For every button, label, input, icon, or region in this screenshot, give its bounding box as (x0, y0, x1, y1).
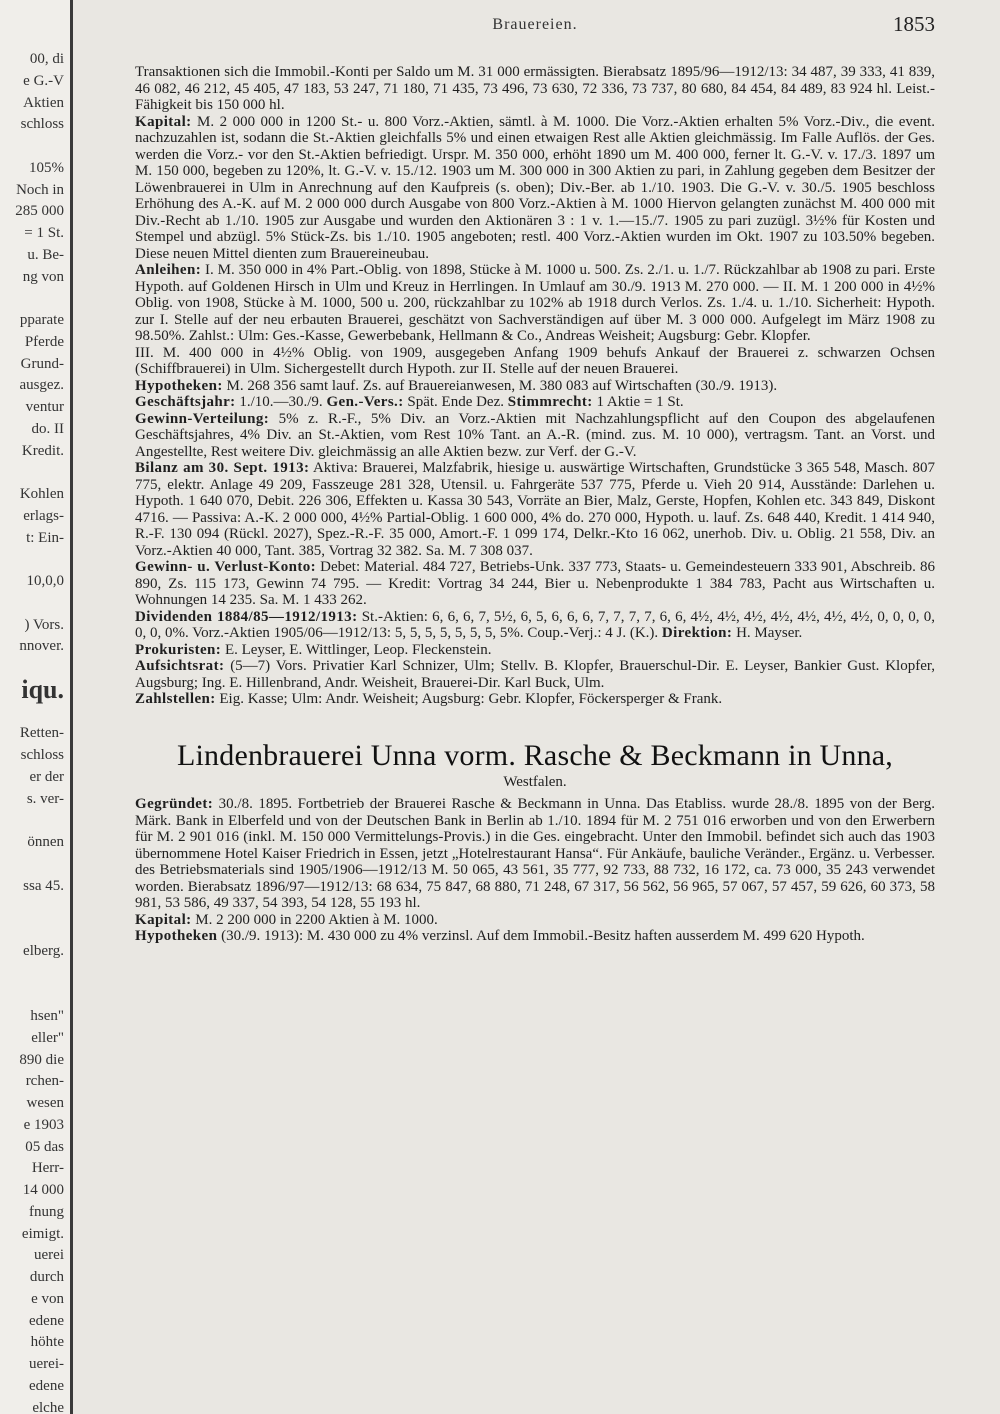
paragraph-transaktionen: Transaktionen sich die Immobil.-Konti per Saldo um M. 31 000 ermässigten. Bierabsatz 1895/96—1912/13: 34 487, 39 333, 41 839, 46 082, 46 212, 45 405, 47 183, 53 247, 71 180, 71 435, 73 496, 73 630, 72 336, 73 737, 80 680, 84 454, 84 489, 83 924 hl. Leist.-Fähigkeit bis 150 000 hl. (135, 64, 935, 113)
label-geschaeftsjahr: Geschäftsjahr: (135, 394, 236, 410)
margin-fragment: ng von (22, 269, 64, 285)
paragraph-kapital-2 (135, 912, 935, 929)
label-stimmrecht: Stimmrecht: (507, 394, 593, 410)
text-aufsichtsrat: (5—7) Vors. Privatier Karl Schnizer, Ulm; Stellv. B. Klopfer, Brauerschul-Dir. E. Leyser, Bankier Gust. Klopfer, Augsburg; Ing. E. Hillenbrand, Andr. Weisheit, Brauerei-Dir. Karl Buck, Ulm. (135, 658, 935, 691)
running-head: Brauereien. (492, 16, 578, 33)
paragraph-kapital (135, 114, 935, 263)
label-prokuristen: Prokuristen: (135, 641, 222, 658)
text-gen-vers: Spät. Ende Dez. (407, 394, 504, 410)
margin-fragment: fnung (29, 1204, 64, 1220)
margin-fragment: ventur (25, 399, 64, 415)
text-gewinn-verteilung: 5% z. R.-F., 5% Div. an Vorz.-Aktien mit Nachzahlungspflicht auf den Coupon des abgelaufenen Geschäftsjahres, 4% Div. an St.-Aktien, vom Rest 10% Tant. an A.-R. (mind. zus. M. 10 000), vertragsm. Tant. an Vorst. und Angestellte, Rest weitere Div. gleichmässig an alle Aktien bezw. zur Verf. der G.-V. (135, 410, 936, 460)
text-anleihen: I. M. 350 000 in 4% Part.-Oblig. von 1898, Stücke à M. 1000 u. 500. Zs. 2./1. u. 1./7. Rückzahlbar ab 1908 zu pari. Erste Hypoth. auf Goldenen Hirsch in Ulm und Kreuz in Herrlingen. In Umlauf am 30./9. 1913 M. 270 000. — II. M. 1 200 000 in 4½% Oblig. von 1908, Stücke à M. 1000, 500 u. 200, rückzahlbar zu 102% ab 1918 durch Verlos. Zs. 1./4. u. 1./10. Sicherheit: Hypoth. zur I. Stelle auf der neu erbauten Brauerei, geschätzt von Sachverständigen auf über M. 3 000 000. Aufgelegt im März 1908 zu 98.50%. Zahlst.: Ulm: Ges.-Kasse, Gewerbebank, Hellmann & Co., Andreas Weisheit; Augsburg: Gebr. Klopfer. (135, 262, 936, 344)
label-hypotheken-2: Hypotheken (135, 928, 218, 944)
paragraph-gewinn-verteilung (135, 411, 935, 461)
paragraph-gewinn-verlust (135, 559, 935, 609)
label-bilanz: Bilanz am 30. Sept. 1913: (135, 460, 310, 476)
margin-fragment: eimigt. (21, 1226, 64, 1242)
text-kapital: M. 2 000 000 in 1200 St.- u. 800 Vorz.-Aktien, sämtl. à M. 1000. Die Vorz.-Aktien erhalten 5% Vorz.-Div., die event. nachzuzahlen ist, sodann die St.-Aktien gleichfalls 5% und einen etwaigen Rest alle Aktien gleichmässig. Im Falle Auflös. der Ges. werden die Vorz.- vor den St.-Aktien befriedigt. Urspr. M. 350 000, erhöht 1890 um M. 400 000, ferner lt. G.-V. v. 17./3. 1897 um M. 150 000, begeben zu 120%, lt. G.-V. v. 15./12. 1903 um M. 300 000 in 300 Aktien zu pari, in Zahlung gegeben dem Besitzer der Löwenbrauerei in Ulm in Anrechnung auf den Kaufpreis (s. oben); Div.-Ber. ab 1./10. 1903. Die G.-V. v. 30./5. 1905 beschloss Erhöhung des A.-K. auf M. 2 000 000 durch Ausgabe von 800 Vorz.-Aktien à M. 1000 Hiervon gelangten zunächst M. 400 000 mit Div.-Recht ab 1./10. 1905 zur Ausgabe und wurden den Aktionären 3 : 1 v. 1.—15./7. 1905 zu pari zuzügl. 3½% für Kosten und Stempel und abzügl. 5% Stück-Zs. bis 1./10. 1905 angeboten; restl. 400 Vorz.-Aktien wurden im Okt. 1907 zu 103.50% begeben. Diese neuen Mittel dienten zum Brauereineubau. (135, 113, 936, 262)
text-geschaeftsjahr: 1./10.—30./9. (239, 394, 323, 410)
margin-fragment: eller" (31, 1030, 64, 1046)
company-subheading: Westfalen. (503, 773, 567, 790)
margin-fragment: do. II (31, 421, 64, 437)
text-zahlstellen: Eig. Kasse; Ulm: Andr. Weisheit; Augsburg: Gebr. Klopfer, Föckersperger & Frank. (219, 691, 723, 707)
margin-fragment: edene (29, 1313, 64, 1329)
margin-fragment: Aktien (23, 95, 64, 111)
label-dividenden: Dividenden 1884/85—1912/1913: (135, 608, 358, 625)
label-anleihen: Anleihen: (135, 262, 202, 278)
margin-fragment: iqu. (21, 675, 64, 704)
label-zahlstellen: Zahlstellen: (135, 691, 216, 707)
margin-fragment: 00, di (29, 51, 64, 67)
label-direktion: Direktion: (661, 625, 733, 641)
label-gen-vers: Gen.-Vers.: (326, 394, 404, 410)
paragraph-zahlstellen (135, 691, 935, 708)
text-stimmrecht: 1 Aktie = 1 St. (596, 394, 684, 410)
margin-fragment: e 1903 (23, 1117, 64, 1133)
company-heading: Lindenbrauerei Unna vorm. Rasche & Beckmann in Unna, (176, 738, 893, 772)
paragraph-prokuristen (135, 642, 935, 659)
text-gegruendet: 30./8. 1895. Fortbetrieb der Brauerei Rasche & Beckmann in Unna. Das Etabliss. wurde 28./8. 1895 von der Berg. Märk. Bank in Elberfeld und von der Deutschen Bank in Berlin ab 1./10. 1894 für M. 2 751 016 erworben und von den Erwerbern für M. 2 901 016 (inkl. M. 150 000 Vermittelungs-Provis.) in die Ges. eingebracht. Unter den Immobil. befindet sich auch das 1903 übernommene Hotel Kaiser Friedrich in Essen, jetzt „Hotelrestaurant Hansa“. Für Ankäufe, bauliche Veränder., Ergänz. u. Verbesser. des Betriebsmaterials sind 1905/1906—1912/13 M. 50 065, 43 561, 35 777, 92 733, 88 732, 16 172, ca. 73 000, 35 243 verwendet worden. Bierabsatz 1896/97—1912/13: 68 634, 75 847, 68 880, 71 248, 67 317, 56 562, 56 965, 57 067, 57 457, 59 626, 60 373, 58 981, 53 586, 49 337, 54 393, 54 128, 55 193 hl. (135, 796, 935, 911)
margin-fragment: 05 das (25, 1139, 64, 1155)
margin-fragment: Kohlen (19, 486, 64, 502)
margin-fragment: durch (29, 1269, 64, 1285)
margin-fragment: edene (29, 1378, 64, 1394)
text-direktion: H. Mayser. (736, 625, 803, 641)
paragraph-anleihen-iii: III. M. 400 000 in 4½% Oblig. von 1909, ausgegeben Anfang 1909 behufs Ankauf der Brauerei z. schwarzen Ochsen (Schiffbrauerei) in Ulm. Sichergestellt durch Hypoth. zur II. Stelle auf der neuen Brauerei. (135, 344, 935, 377)
margin-fragment: Noch in (16, 182, 64, 198)
margin-fragment: 285 000 (15, 203, 64, 219)
margin-fragment: elche (32, 1400, 64, 1414)
margin-fragment: Kredit. (21, 443, 64, 459)
label-hypotheken: Hypotheken: (135, 377, 223, 394)
label-aufsichtsrat: Aufsichtsrat: (135, 658, 225, 674)
text-hypotheken: M. 268 356 samt lauf. Zs. auf Brauereianwesen, M. 380 083 auf Wirtschaften (30./9. 1913). (226, 377, 778, 394)
margin-fragment: t: Ein- (26, 530, 64, 546)
margin-fragment: schloss (20, 747, 64, 763)
margin-fragment: elberg. (23, 943, 64, 959)
margin-fragment: ausgez. (19, 377, 64, 393)
margin-fragment: e von (31, 1291, 64, 1307)
paragraph-aufsichtsrat (135, 658, 935, 691)
margin-fragment: wesen (26, 1095, 64, 1111)
text-kapital-2: M. 2 200 000 in 2200 Aktien à M. 1000. (195, 911, 438, 928)
margin-fragment: pparate (19, 312, 64, 328)
label-gegruendet: Gegründet: (135, 796, 214, 812)
margin-fragment: nnover. (19, 638, 64, 654)
label-gewinn-verlust: Gewinn- u. Verlust-Konto: (135, 559, 317, 575)
margin-fragment: 105% (29, 160, 64, 176)
margin-fragment: erlags- (23, 508, 64, 524)
text-hypotheken-2: (30./9. 1913): M. 430 000 zu 4% verzinsl. Auf dem Immobil.-Besitz haften ausserdem M. 499 620 Hypoth. (221, 928, 865, 944)
margin-fragment: rchen- (25, 1073, 64, 1089)
margin-fragment: Herr- (31, 1160, 64, 1176)
margin-fragment: ssa 45. (23, 878, 64, 894)
text-bilanz: Aktiva: Brauerei, Malzfabrik, hiesige u. auswärtige Wirtschaften, Grundstücke 3 365 548, Masch. 807 775, elektr. Anlage 49 209, Fasszeuge 281 328, Utensil. u. Fahrgeräte 537 775, Pferde u. Vieh 20 914, Ausstände: Darlehen u. Hypoth. 1 640 070, Debit. 226 306, Effekten u. Kassa 30 543, Vorräte an Bier, Malz, Gerste, Hopfen, Kohlen etc. 343 849, Diskont 4716. — Passiva: A.-K. 2 000 000, 4½% Partial-Oblig. 1 600 000, 4% do. 270 000, Hypoth. u. lauf. Zs. 648 440, Kredit. 1 414 940, R.-F. 130 094 (Rückl. 2027), Spez.-R.-F. 35 000, Amort.-F. 1 099 174, Delkr.-Kto 16 062, unerhob. Div. u. Oblig. 21 558, Div. an Vorz.-Aktien 40 000, Tant. 385, Vortrag 32 382. Sa. M. 7 308 037. (135, 460, 935, 559)
margin-fragment: 14 000 (22, 1182, 64, 1198)
label-kapital: Kapital: (135, 113, 192, 130)
margin-fragment: uerei (34, 1247, 64, 1263)
text-dividenden: St.-Aktien: 6, 6, 6, 7, 5½, 6, 5, 6, 6, 6, 7, 7, 7, 7, 6, 6, 4½, 4½, 4½, 4½, 4½, 4½, 4½, 0, 0, 0, 0, 0, 0, 0%. Vorz.-Aktien 1905/06—1912/13: 5, 5, 5, 5, 5, 5, 5, 5%. Coup.-Verj.: 4 J. (K.). (135, 608, 935, 641)
margin-fragment: u. Be- (27, 247, 64, 263)
margin-fragment: e G.-V (23, 73, 64, 89)
paragraph-hypotheken-2 (135, 928, 935, 945)
paragraph-hypotheken (135, 378, 935, 395)
text-gewinn-verlust: Debet: Material. 484 727, Betriebs-Unk. 337 773, Staats- u. Gemeindesteuern 333 901, Abschreib. 86 890, Zs. 115 173, Gewinn 74 795. — Kredit: Vortrag 34 244, Bier u. Nebenprodukte 1 384 783, Pacht aus Wirtschaften u. Wohnungen 14 235. Sa. M. 1 433 262. (135, 559, 936, 608)
margin-fragment: ) Vors. (24, 617, 64, 633)
adjacent-page-margin (0, 0, 73, 1414)
paragraph-gegruendet (135, 796, 935, 912)
paragraph-bilanz (135, 460, 935, 559)
text-column (135, 64, 935, 945)
paragraph-geschaeftsjahr (135, 394, 935, 411)
margin-fragment: = 1 St. (24, 225, 64, 241)
page-header (135, 12, 935, 42)
margin-fragment: s. ver- (26, 791, 64, 807)
margin-fragment: hsen" (30, 1008, 64, 1024)
margin-fragment: 10,0,0 (26, 573, 64, 589)
label-kapital-2: Kapital: (135, 911, 192, 928)
margin-fragment: er der (29, 769, 64, 785)
margin-fragment: önnen (27, 834, 64, 850)
margin-fragment: Pferde (24, 334, 64, 350)
page-number: 1853 (893, 12, 935, 36)
label-gewinn-verteilung: Gewinn-Verteilung: (135, 410, 270, 427)
margin-fragment: Retten- (19, 725, 64, 741)
paragraph-anleihen (135, 262, 935, 345)
margin-fragment: Grund- (20, 356, 64, 372)
text-prokuristen: E. Leyser, E. Wittlinger, Leop. Fleckenstein. (224, 641, 492, 658)
margin-fragment: höhte (30, 1334, 64, 1350)
margin-fragment: uerei- (29, 1356, 64, 1372)
paragraph-dividenden (135, 609, 935, 642)
margin-fragment: schloss (20, 116, 64, 132)
margin-fragment: 890 die (19, 1052, 64, 1068)
